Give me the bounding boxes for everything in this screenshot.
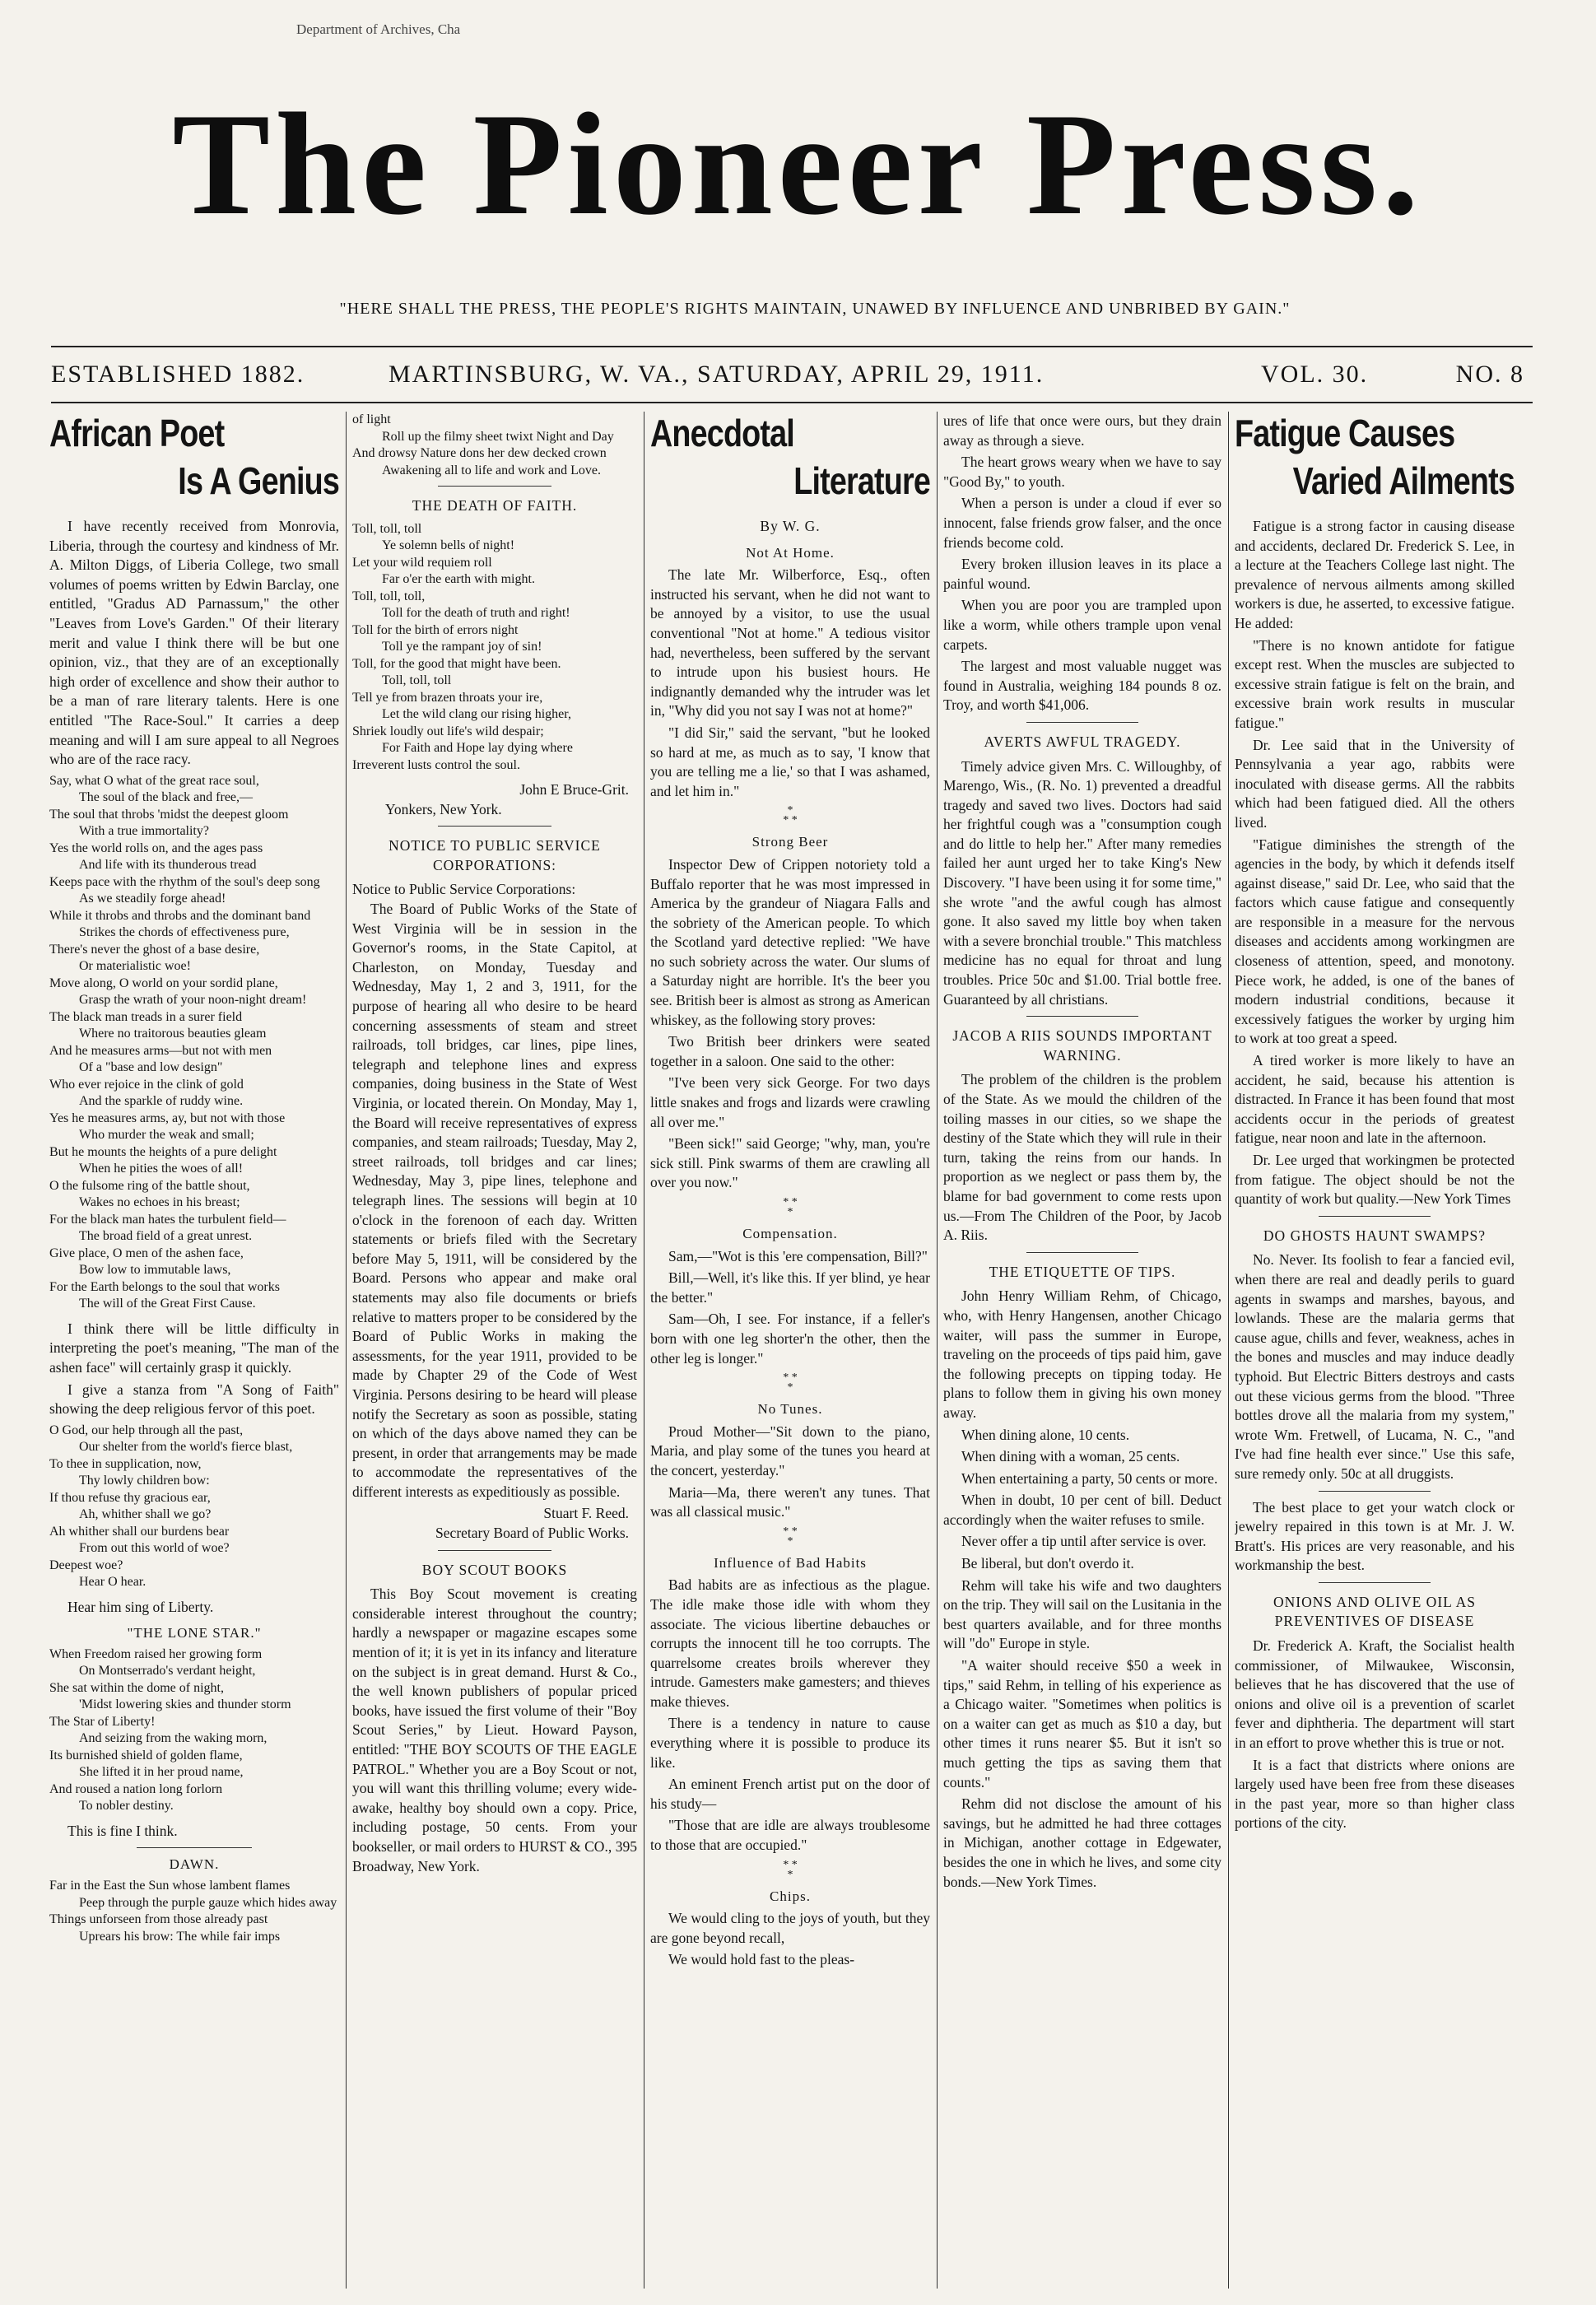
paragraph: "Been sick!" said George; "why, man, you're sick still. Pink swarms of them are crawling all over you now." — [650, 1135, 930, 1191]
signature-title: Secretary Board of Public Works. — [435, 1525, 629, 1542]
paragraph: Bill,—Well, it's like this. If yer blind, ye hear the better." — [650, 1269, 930, 1306]
verse-line: While it throbs and throbs and the dominant band — [49, 908, 311, 923]
signature: Stuart F. Reed. — [543, 1505, 629, 1522]
paragraph: "A waiter should receive $50 a week in tips," said Rehm, in telling of his experience as a Chicago waiter. "Sometimes when politics is on a waiter can get as much as $10 a day, but other times it runs nearer $5. But it isn't so much getting the tips as saving them that counts." — [943, 1657, 1221, 1790]
headline-anecdotal-1: Anecdotal — [650, 412, 794, 454]
verse-line: Far o'er the earth with might. — [382, 572, 535, 587]
column-1 — [49, 412, 339, 2289]
dateline-rule — [51, 402, 1533, 403]
verse-line: Shriek loudly out life's wild despair; — [352, 724, 544, 738]
verse-line: Toll, for the good that might have been. — [352, 656, 561, 671]
verse-line: Move along, O world on your sordid plane, — [49, 976, 278, 990]
verse-line: Deepest woe? — [49, 1558, 123, 1572]
subhead: Strong Beer — [751, 834, 829, 850]
verse-line: There's never the ghost of a base desire, — [49, 942, 260, 957]
paragraph: It is a fact that districts where onions are largely used have been free from these diseases in the past year, more so than higher class portions of the city. — [1235, 1756, 1515, 1832]
headline-african-poet-2: Is A Genius — [178, 459, 339, 502]
byline: By W. G. — [760, 518, 821, 534]
paragraph: Inspector Dew of Crippen notoriety told a Buffalo reporter that he was most impressed in America by the grandeur of Niagara Falls and the sobriety of the American people. To which the Scotland yard detective replied: "We have no such sobriety across the water. Our slums of a Saturday night are horrible. It's the beer you see. British beer is almost as strong as American whiskey, as the following story proves: — [650, 855, 930, 1028]
verse-line: Yes he measures arms, ay, but not with those — [49, 1111, 286, 1125]
verse-line: 'Midst lowering skies and thunder storm — [79, 1697, 291, 1712]
place-date: MARTINSBURG, W. VA., SATURDAY, APRIL 29, 1911. — [389, 361, 1045, 388]
paragraph: The Board of Public Works of the State of West Virginia will be in session in the Governor's rooms, in the State Capitol, at Charleston, on Monday, Tuesday and Wednesday, May 1, 2 and 3, 1911, for the purpose of hearing all who desire to be heard concerning assessments of steam and street railroads, toll bridges, car lines, pipe lines, telegraph and telephone lines and express companies, doing business in the State of West Virginia, or located therein. On Monday, May 1, the Board will receive representatives of express companies, and steam railroads; Tuesday, May 2, street railroads, toll bridges and car lines; Wednesday, May 3, pipe lines, telephone and telegraph lines. The sessions will begin at 10 o'clock in the forenoon of each day. Written statements or briefs filed with the Secretary before May 5, 1911, will be considered by the Board. Persons who appear and make oral statements may also file documents or briefs relative to matters proper to be considered by the Board of Public Works in making the assessments, for the year 1911, provided to be made by Chapter 29 of the Code of West Virginia. Persons desiring to be heard will please notify the Secretary as soon as possible, stating on which of the days above named they can be present, in order that arrangements may be made to accommodate the representatives of the different interests as expeditiously as possible. — [352, 901, 637, 1500]
verse-line: Wakes no echoes in his breast; — [79, 1195, 240, 1210]
signature: John E Bruce-Grit. — [519, 781, 629, 799]
column-5 — [1235, 412, 1515, 2289]
divider — [1319, 1582, 1431, 1583]
paragraph: No. Never. Its foolish to fear a fancied evil, when there are real and deadly perils to guard agents in swamps and marshes, bayous, and lowlands. These are the malaria germs that cause ague, chills and fever, weakness, aches in the bones and muscles and may induce deadly typhoid. But Electric Bitters destroys and casts out these vicious germs from the blood. "Three bottles drove all the malaria from my system," wrote Wm. Fretwell, of Lucama, N. C., "and I've had fine health ever since." Use this safe, sure remedy only. 50c at all druggists. — [1235, 1251, 1515, 1482]
article-title-tragedy: AVERTS AWFUL TRAGEDY. — [984, 733, 1181, 750]
verse-line: Toll for the birth of errors night — [352, 622, 519, 637]
divider — [438, 1550, 551, 1551]
verse-line: Or materialistic woe! — [79, 959, 191, 974]
paragraph: We would hold fast to the pleas- — [668, 1951, 855, 1968]
paragraph: The problem of the children is the problem of the State. As we mould the children of the toiling masses in our cities, so we shape the destiny of the State which they will rule in their turn, taking the reins from our hands. In proportion as we neglect or pass them by, the blame for bad government to come rests upon us.—From The Children of the Poor, by Jacob A. Riis. — [943, 1071, 1221, 1244]
paragraph: When a person is under a cloud if ever so innocent, false friends grow falser, and the once friends become cold. — [943, 495, 1221, 551]
verse-line: She sat within the dome of night, — [49, 1680, 224, 1695]
article-title-onions: ONIONS AND OLIVE OIL AS PREVENTIVES OF DISEASE — [1273, 1593, 1476, 1630]
verse-line: Its burnished shield of golden flame, — [49, 1748, 243, 1763]
verse-line: Toll, toll, toll — [352, 521, 422, 536]
verse-line: Bow low to immutable laws, — [79, 1263, 231, 1278]
paragraph: Be liberal, but don't overdo it. — [961, 1555, 1134, 1572]
signature-place: Yonkers, New York. — [385, 800, 502, 817]
verse-line: Where no traitorous beauties gleam — [79, 1027, 267, 1041]
verse-line: To nobler destiny. — [79, 1799, 174, 1814]
verse-line: Toll, toll, toll — [382, 673, 452, 688]
verse-line: Ye solemn bells of night! — [382, 538, 515, 553]
verse-line: Yes the world rolls on, and the ages pass — [49, 841, 263, 855]
verse-line: When Freedom raised her growing form — [49, 1646, 263, 1661]
asterism: * * * — [783, 804, 798, 827]
verse-line: She lifted it in her proud name, — [79, 1765, 244, 1780]
verse-line: But he mounts the heights of a pure delight — [49, 1144, 277, 1159]
verse-line: Let the wild clang our rising higher, — [382, 707, 571, 722]
verse-line: With a true immortality? — [79, 824, 209, 839]
headline-anecdotal-2: Literature — [793, 459, 930, 502]
dateline — [51, 361, 1533, 397]
verse-line: And the sparkle of ruddy wine. — [79, 1094, 244, 1109]
verse-line: Things unforseen from those already past — [49, 1912, 268, 1927]
poem-song-of-faith — [49, 1423, 339, 1591]
paragraph: Two British beer drinkers were seated together in a saloon. One said to the other: — [650, 1033, 930, 1069]
article-title-riis: JACOB A RIIS SOUNDS IMPORTANT WARNING. — [952, 1027, 1212, 1064]
paragraph: Dr. Lee said that in the University of Pennsylvania a year ago, rabbits were inoculated with disease germs. All the rabbits which had been fatigued died. All the others lived. — [1235, 736, 1515, 831]
column-rule — [346, 412, 347, 2289]
asterism: * * * — [783, 1371, 798, 1395]
paragraph: "I did Sir," said the servant, "but he looked so hard at me, as much as to say, 'I know that you are telling me a lie,' so that I was ashamed, and let him in." — [650, 724, 930, 799]
paragraph: "Fatigue diminishes the strength of the agencies in the body, by which it defends itself against disease," said Dr. Lee, who said that the factors which cause fatigue and consequently are responsible in a measure for the nervous diseases and accidents among workingmen are closeness of attention, speed, and monotony. Piece work, he added, is one of the banes of modern industrial conditions, because it excessively fatigues the worker by urging him to work at too great a speed. — [1235, 836, 1515, 1047]
paragraph: The best place to get your watch clock or jewelry repaired in this town is at Mr. J. W. Bratt's. His prices are very reasonable, and his workmanship the best. — [1235, 1498, 1515, 1574]
verse-line: Our shelter from the world's fierce blast, — [79, 1440, 293, 1455]
paragraph: When in doubt, 10 per cent of bill. Deduct accordingly when the waiter refuses to smile. — [943, 1492, 1221, 1528]
masthead-title: The Pioneer Press. — [172, 82, 1424, 245]
verse-line: And seizing from the waking morn, — [79, 1731, 268, 1746]
subhead: Compensation. — [742, 1226, 838, 1241]
verse-line: Roll up the filmy sheet twixt Night and Day — [382, 429, 614, 444]
article-title-tips: THE ETIQUETTE OF TIPS. — [989, 1263, 1176, 1280]
paragraph: Timely advice given Mrs. C. Willoughby, of Marengo, Wis., (R. No. 1) prevented a dreadful tragedy and saved two lives. Doctors had said her frightful cough was a "consumption cough and do little to help her." After many remedies failed her aunt urged her to take King's New Discovery. "I have been using it for some time," she wrote "and the awful cough has almost gone. It also saved my little boy when taken with a severe bronchial trouble." This matchless medicine has no equal for throat and lung troubles. Price 50c and $1.00. Trial bottle free. Guaranteed by all christians. — [943, 757, 1221, 1008]
verse-line: Awakening all to life and work and Love. — [382, 463, 602, 477]
subhead: Not At Home. — [746, 544, 835, 561]
paragraph: Sam,—"Wot is this 'ere compensation, Bill?" — [668, 1247, 928, 1264]
subhead: No Tunes. — [757, 1401, 823, 1418]
asterism: * * * — [783, 1858, 798, 1881]
paragraph: Proud Mother—"Sit down to the piano, Maria, and play some of the tunes you heard at the concert, yesterday." — [650, 1423, 930, 1478]
verse-line: If thou refuse thy gracious ear, — [49, 1490, 211, 1505]
verse-line: And drowsy Nature dons her dew decked crown — [352, 446, 607, 460]
verse-line: The black man treads in a surer field — [49, 1009, 243, 1024]
notice-salutation: Notice to Public Service Corporations: — [352, 881, 576, 898]
verse-line: Toll, toll, toll, — [352, 589, 426, 603]
paragraph: I have recently received from Monrovia, Liberia, through the courtesy and kindness of Mr. A. Milton Diggs, of Liberia College, two small volumes of poems written by Edwin Barclay, one entitled, "Gradus AD Parnassum," the other "Leaves from Love's Garden." Of their literary merit and value I think there will be but one opinion, viz., that they are of an exceptionally high order of excellence and show their author to be a man of rare literary talents. Here is one entitled "The Race-Soul." It carries a deep meaning and will I am sure appeal to all Negroes who are of the race racy. — [49, 518, 339, 768]
asterism: * * * — [783, 1525, 798, 1548]
verse-line: For the Earth belongs to the soul that works — [49, 1279, 280, 1294]
divider — [1026, 1252, 1138, 1253]
verse-line: And life with its thunderous tread — [79, 858, 257, 873]
verse-line: Keeps pace with the rhythm of the soul's deep song — [49, 874, 320, 889]
paragraph: An eminent French artist put on the door of his study— — [650, 1776, 930, 1812]
divider — [438, 826, 551, 827]
paragraph: The largest and most valuable nugget was found in Australia, weighing 184 pounds 8 oz. Troy, and worth $41,006. — [943, 658, 1221, 714]
verse-line: From out this world of woe? — [79, 1541, 230, 1556]
paragraph: "I've been very sick George. For two days little snakes and frogs and lizards were crawling all over me." — [650, 1074, 930, 1130]
motto: "HERE SHALL THE PRESS, THE PEOPLE'S RIGHTS MAINTAIN, UNAWED BY INFLUENCE AND UNBRIBED BY GAIN." — [339, 300, 1291, 318]
paragraph: John Henry William Rehm, of Chicago, who, with Henry Hangensen, another Chicago waiter, will pass the summer in Europe, traveling on the proceeds of tips paid him, gave the following precepts on tipping today. He plans to follow them in giving his own money away. — [943, 1288, 1221, 1421]
established: ESTABLISHED 1882. — [51, 361, 305, 388]
verse-line: O God, our help through all the past, — [49, 1423, 244, 1437]
paragraph: I give a stanza from "A Song of Faith" showing the deep religious fervor of this poet. — [49, 1381, 339, 1418]
verse-line: The Star of Liberty! — [49, 1714, 156, 1729]
paragraph: This Boy Scout movement is creating considerable interest throughout the country; hardly a newspaper or magazine escapes some mention of it; it is yet in its infancy and literature on the subject is in great demand. Hurst & Co., the well known publishers of popular priced books, have issued the first volume of their "Boy Scout Series," by Lieut. Howard Payson, entitled: "THE BOY SCOUTS OF THE EAGLE PATROL." Whether you are a Boy Scout or not, you will want this thrilling volume; every wide-awake, healthy boy should own a copy. Price, including postage, 50 cents. From your bookseller, or mail orders to HURST & CO., 395 Broadway, New York. — [352, 1586, 637, 1874]
verse-line: Let your wild requiem roll — [352, 555, 492, 570]
verse-line: Who murder the weak and small; — [79, 1128, 254, 1143]
verse-line: For the black man hates the turbulent field— — [49, 1212, 286, 1227]
paragraph: The heart grows weary when we have to say "Good By," to youth. — [943, 454, 1221, 490]
poem-dawn — [49, 1878, 339, 1945]
paragraph: Maria—Ma, there weren't any tunes. That was all classical music." — [650, 1483, 930, 1520]
paragraph: When entertaining a party, 50 cents or more. — [961, 1469, 1218, 1487]
verse-line: Peep through the purple gauze which hides away — [79, 1895, 337, 1910]
verse-line: The soul of the black and free,— — [79, 790, 254, 805]
verse-line: Toll ye the rampant joy of sin! — [382, 640, 542, 654]
archive-stamp: Department of Archives, Cha — [296, 21, 461, 37]
subhead: Influence of Bad Habits — [714, 1554, 867, 1571]
paragraph: I think there will be little difficulty in interpreting the poet's meaning, "The man of the ashen face" will certainly grasp it quickly. — [49, 1320, 339, 1376]
paragraph: Bad habits are as infectious as the plague. The idle make those idle with whom they associate. The vicious libertine debauches or corrupts the innocent till he too corrupts. The quarrelsome creates broils wherever they intrude. Gamesters make gamesters; and thieves make thieves. — [650, 1576, 930, 1710]
paragraph: "There is no known antidote for fatigue except rest. When the muscles are subjected to excessive strain fatigue is felt on the brain, and excessive brain work results in muscular fatigue." — [1235, 636, 1515, 731]
column-rule — [1228, 412, 1229, 2289]
poem-title-lone-star: "THE LONE STAR." — [127, 1625, 262, 1641]
verse-line: To thee in supplication, now, — [49, 1456, 202, 1471]
paragraph: When dining with a woman, 25 cents. — [961, 1448, 1180, 1465]
verse-line: Tell ye from brazen throats your ire, — [352, 690, 543, 705]
divider — [1026, 722, 1138, 723]
verse-line: Of a "base and low design" — [79, 1060, 223, 1075]
paragraph: When you are poor you are trampled upon like a worm, while others trample upon venal carpets. — [943, 597, 1221, 653]
verse-line: When he pities the woes of all! — [79, 1162, 244, 1176]
paragraph: A tired worker is more likely to have an accident, he said, because his attention is distracted. In France it has been found that most accidents occur in the periods of greatest fatigue, near noon and late in the afternoon. — [1235, 1052, 1515, 1147]
verse-line: of light — [352, 412, 391, 426]
divider — [1026, 1016, 1138, 1017]
poem-race-soul — [49, 773, 339, 1313]
verse-line: On Montserrado's verdant height, — [79, 1664, 256, 1679]
verse-line: The broad field of a great unrest. — [79, 1229, 253, 1244]
verse-line: As we steadily forge ahead! — [79, 892, 226, 906]
article-title-notice: NOTICE TO PUBLIC SERVICE CORPORATIONS: — [389, 837, 601, 873]
paragraph: "Those that are idle are always troublesome to those that are occupied." — [650, 1817, 930, 1854]
verse-line: Far in the East the Sun whose lambent flames — [49, 1879, 291, 1893]
verse-line: O the fulsome ring of the battle shout, — [49, 1178, 250, 1193]
paragraph: Rehm will take his wife and two daughters on the trip. They will sail on the Lusitania in the best quarters available, and for three months will "do" Europe in style. — [943, 1576, 1221, 1652]
subhead: Chips. — [770, 1888, 811, 1904]
paragraph: Fatigue is a strong factor in causing disease and accidents, declared Dr. Frederick S. Lee, in a lecture at the Teachers College last night. The prevalence of nervous ailments among skilled workers is due, he asserted, to excessive fatigue. He added: — [1235, 518, 1515, 631]
verse-line: Thy lowly children bow: — [79, 1474, 210, 1488]
verse-line: Ah, whither shall we go? — [79, 1507, 212, 1522]
issue-number: NO. 8 — [1455, 361, 1524, 388]
top-rule — [51, 346, 1533, 347]
verse-line: And roused a nation long forlorn — [49, 1781, 223, 1796]
column-4 — [943, 412, 1221, 2289]
paragraph: There is a tendency in nature to cause everything where it is possible to produce its like. — [650, 1715, 930, 1771]
paragraph: Every broken illusion leaves in its place a painful wound. — [943, 556, 1221, 592]
verse-line: Ah whither shall our burdens bear — [49, 1524, 230, 1539]
poem-lone-star — [49, 1646, 339, 1815]
headline-african-poet-1: African Poet — [49, 412, 225, 454]
poem-death-of-faith — [352, 521, 637, 775]
verse-line: Uprears his brow: The while fair imps — [79, 1929, 281, 1944]
paragraph: This is fine I think. — [67, 1822, 178, 1839]
verse-line: Toll for the death of truth and right! — [382, 606, 570, 621]
paragraph: When dining alone, 10 cents. — [961, 1426, 1130, 1443]
article-title-ghosts: DO GHOSTS HAUNT SWAMPS? — [1263, 1227, 1487, 1244]
article-title-boy-scout: BOY SCOUT BOOKS — [421, 1561, 568, 1578]
column-rule — [937, 412, 938, 2289]
verse-line: Strikes the chords of effectiveness pure, — [79, 925, 290, 940]
divider — [137, 1847, 253, 1848]
paragraph: Dr. Frederick A. Kraft, the Socialist health commissioner, of Milwaukee, Wisconsin, believes that he has discovered that the use of onions and olive oil is a prevention of scarlet fever and diphtheria. The department will start in an effort to prove whether this is true or not. — [1235, 1637, 1515, 1752]
paragraph: Never offer a tip until after service is over. — [961, 1533, 1207, 1550]
paragraph: Hear him sing of Liberty. — [67, 1598, 214, 1615]
column-3 — [650, 412, 930, 2289]
verse-line: For Faith and Hope lay dying where — [382, 741, 573, 756]
asterism: * * * — [783, 1196, 798, 1218]
divider — [1319, 1491, 1431, 1492]
paragraph: Rehm did not disclose the amount of his savings, but he admitted he had three cottages in Michigan, another cottage in Edgewater, besides the one in which he lives, and some city bonds.—New York Times. — [943, 1795, 1221, 1890]
volume: VOL. 30. — [1261, 361, 1369, 388]
paragraph: ures of life that once were ours, but they drain away as through a sieve. — [943, 412, 1221, 449]
article-title-death-of-faith: THE DEATH OF FAITH. — [412, 497, 578, 514]
verse-line: Say, what O what of the great race soul, — [49, 773, 259, 788]
verse-line: Grasp the wrath of your noon-night dream! — [79, 993, 307, 1008]
paragraph: The late Mr. Wilberforce, Esq., often instructed his servant, when he did not want to be annoyed by a visitor, to use the usual conventional "Not at home." A tedious visitor had, nevertheless, been suffered by the servant to intrude upon his busiest hours. He indignantly demanded why the intruder was let in, "Why did you not say I was not at home?" — [650, 566, 930, 719]
poem-dawn-continued — [352, 412, 637, 479]
headline-fatigue-2: Varied Ailments — [1292, 459, 1515, 502]
verse-line: Irreverent lusts control the soul. — [352, 757, 520, 772]
headline-fatigue-1: Fatigue Causes — [1235, 412, 1455, 454]
divider — [438, 486, 551, 487]
paragraph: We would cling to the joys of youth, but they are gone beyond recall, — [650, 1910, 930, 1946]
verse-line: Hear O hear. — [79, 1575, 147, 1590]
paragraph: Sam—Oh, I see. For instance, if a feller's born with one leg shorter'n the other, then the other leg is longer." — [650, 1311, 930, 1367]
poem-title-dawn: DAWN. — [169, 1856, 220, 1873]
verse-line: And he measures arms—but not with men — [49, 1043, 272, 1058]
verse-line: The will of the Great First Cause. — [79, 1297, 256, 1311]
column-2 — [352, 412, 637, 2289]
verse-line: The soul that throbs 'midst the deepest gloom — [49, 807, 289, 822]
paragraph: Dr. Lee urged that workingmen be protected from fatigue. The object should be not the quantity of work but quality.—New York Times — [1235, 1152, 1515, 1208]
verse-line: Give place, O men of the ashen face, — [49, 1246, 244, 1260]
verse-line: Who ever rejoice in the clink of gold — [49, 1077, 244, 1092]
divider — [1319, 1216, 1431, 1217]
